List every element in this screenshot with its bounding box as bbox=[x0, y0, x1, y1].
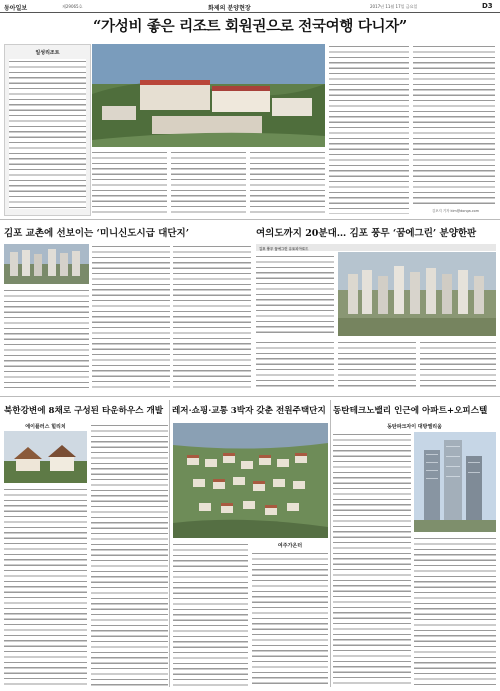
bottom-col-3a bbox=[333, 432, 411, 687]
photo-caption: 김포 풍무 꿈에그린 유토피아로드 bbox=[259, 246, 309, 251]
sub-headline-3: 북한강변에 8채로 구성된 타운하우스 개발 bbox=[4, 406, 164, 416]
townhouse-photo bbox=[4, 431, 87, 483]
mid-right-col-1 bbox=[256, 254, 334, 336]
top-article-col-3 bbox=[250, 150, 325, 214]
highrise-render-photo bbox=[414, 432, 496, 532]
section-divider-1 bbox=[0, 219, 500, 220]
issue-number: 제29065호 bbox=[62, 4, 83, 9]
mid-right-col-2 bbox=[256, 340, 334, 388]
top-article-col-4 bbox=[329, 44, 409, 214]
header-rule bbox=[0, 12, 500, 13]
sub-headline-2: 여의도까지 20분대… 김포 풍무 ‘꿈에그린’ 분양한판 bbox=[256, 228, 477, 239]
main-headline: “가성비 좋은 리조트 회원권으로 전국여행 다니자” bbox=[93, 18, 407, 35]
bottom-col-3b bbox=[414, 536, 496, 687]
sidebar-caption: 일성리조트 bbox=[35, 50, 60, 56]
byline-top: 김포지 기자 kim@donga.com bbox=[432, 209, 480, 213]
top-article-col-5 bbox=[413, 44, 495, 208]
village-aerial-photo bbox=[173, 423, 328, 538]
photo-caption-bar bbox=[256, 244, 496, 251]
column-divider-2 bbox=[330, 400, 331, 687]
page-number: D3 bbox=[482, 2, 493, 10]
mid-left-col-2 bbox=[92, 244, 170, 388]
caption-dongtan: 동탄파크자이 대방엘리움 bbox=[387, 424, 442, 430]
issue-date: 2017년 11월 17일 금요일 bbox=[370, 4, 418, 9]
bottom-col-2b bbox=[252, 551, 328, 687]
bottom-col-1b bbox=[91, 423, 168, 687]
bottom-col-2a bbox=[173, 542, 248, 687]
mid-right-col-4 bbox=[420, 340, 496, 388]
caption-yeoju: 여주가온터 bbox=[277, 543, 303, 549]
mid-right-col-3 bbox=[338, 340, 416, 388]
mid-left-col-3 bbox=[173, 244, 251, 388]
newspaper-logo: 동아일보 bbox=[4, 5, 28, 12]
sub-headline-1: 김포 교촌에 선보이는 ‘미니신도시급 대단지’ bbox=[4, 228, 190, 239]
resort-aerial-photo bbox=[92, 44, 325, 147]
section-divider-2 bbox=[0, 396, 500, 397]
kimpo-complex-photo bbox=[4, 244, 89, 284]
sub-headline-5: 동탄테크노밸리 인근에 아파트+오피스텔 bbox=[333, 406, 488, 416]
top-article-col-1 bbox=[92, 150, 167, 214]
sidebar-text bbox=[9, 59, 86, 209]
sidebar-box bbox=[4, 44, 91, 216]
column-divider-1 bbox=[169, 400, 170, 687]
section-title: 화제의 분양현장 bbox=[208, 5, 251, 12]
bottom-col-1a bbox=[4, 487, 87, 687]
mid-left-col-1 bbox=[4, 288, 89, 388]
pungmu-aerial-photo bbox=[338, 252, 496, 336]
sub-headline-4: 레저·쇼핑·교통 3박자 갖춘 전원주택단지 bbox=[172, 406, 326, 416]
top-article-col-2 bbox=[171, 150, 246, 214]
caption-aplus: 에이플러스 힐리치 bbox=[25, 424, 66, 430]
